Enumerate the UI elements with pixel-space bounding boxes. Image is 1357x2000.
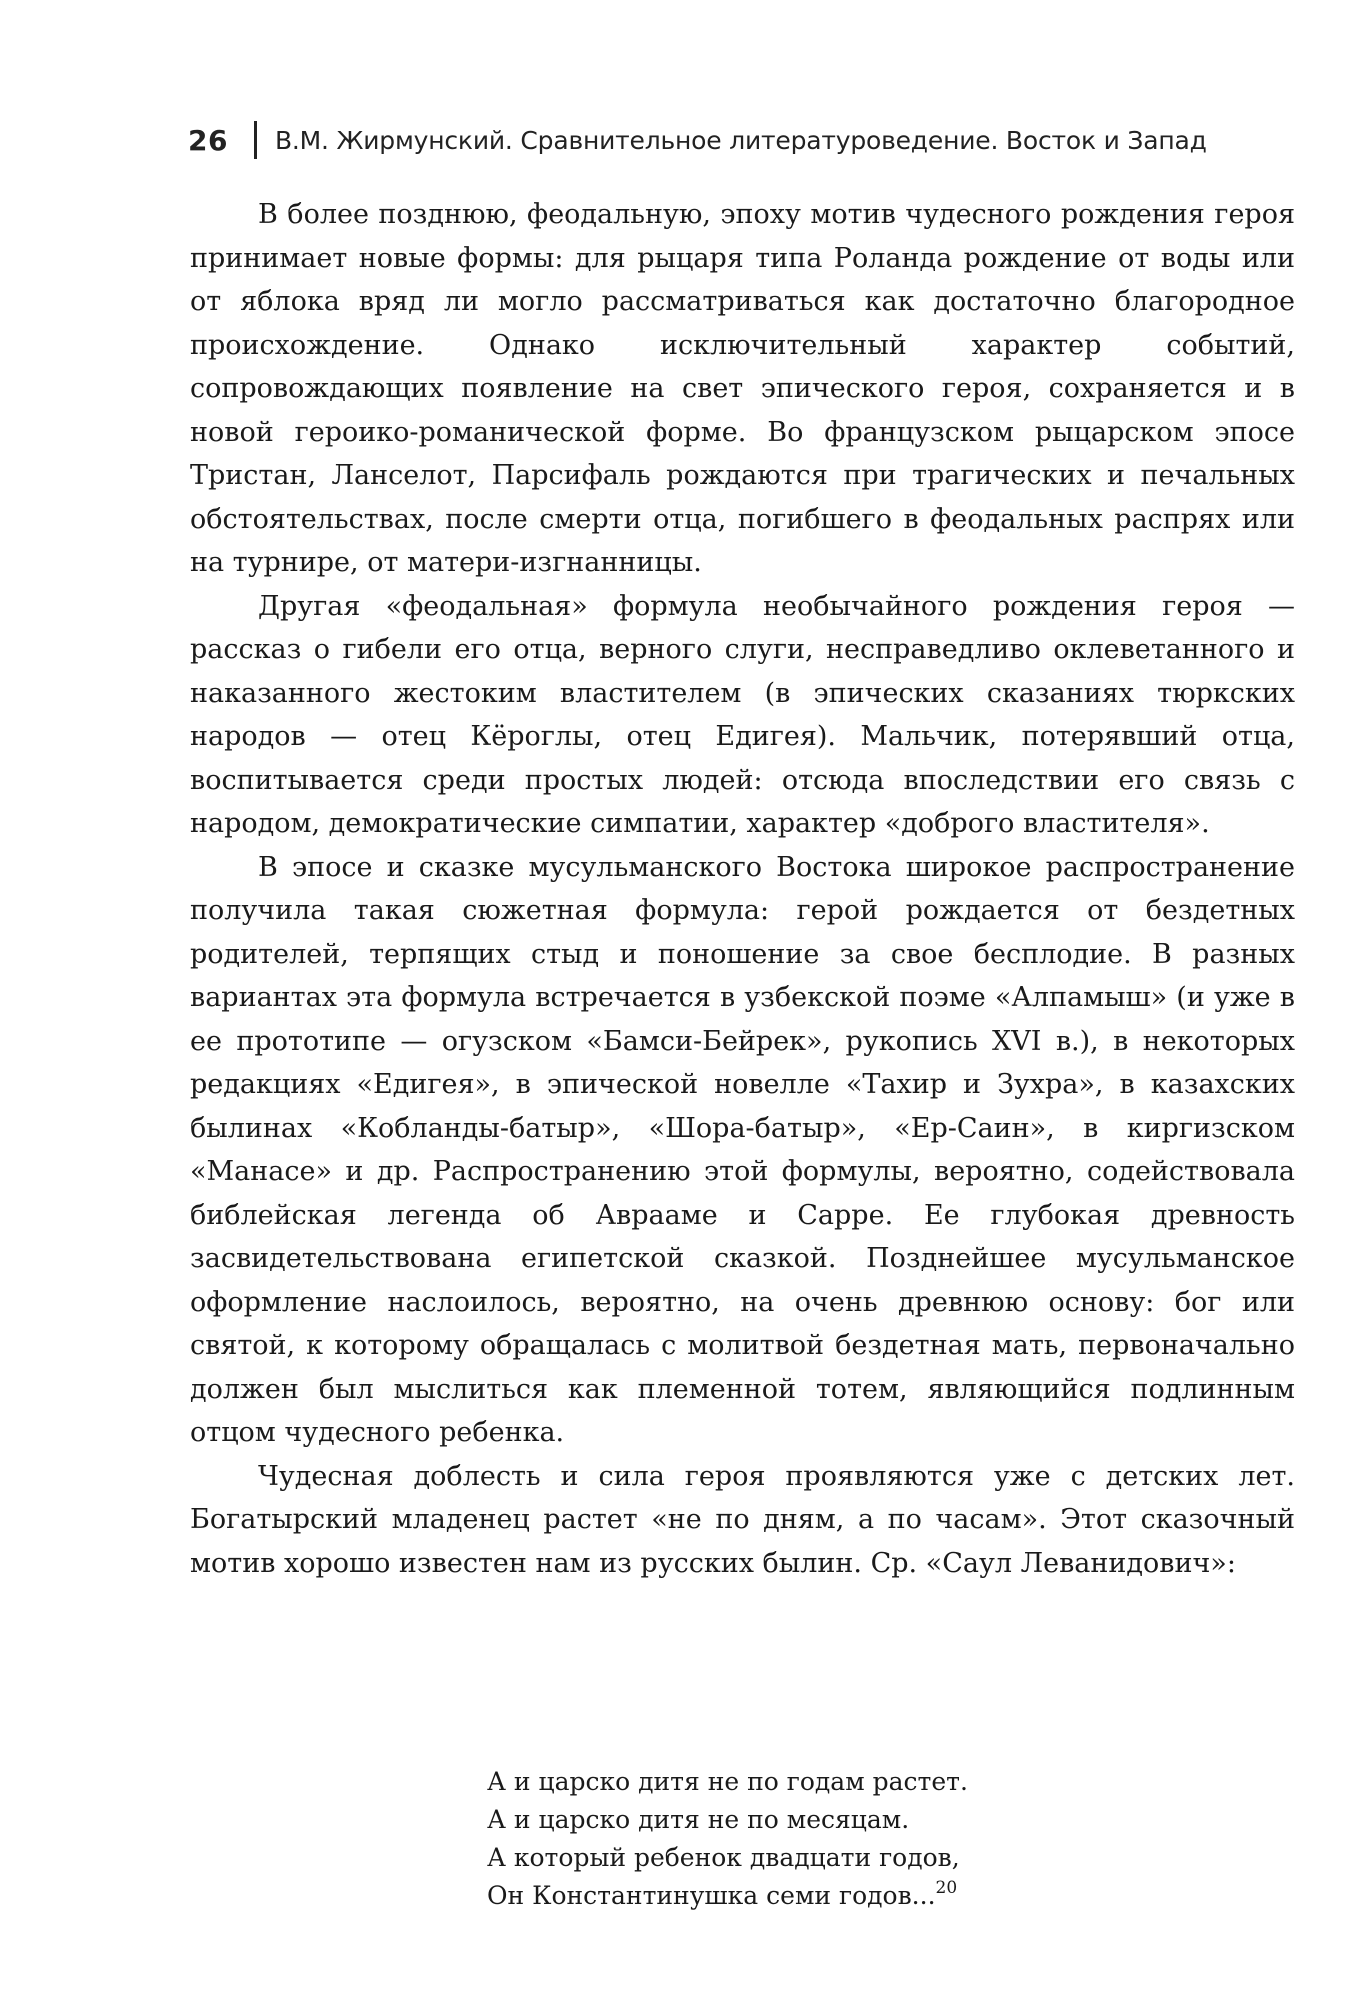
paragraph: В более позднюю, феодальную, эпоху мотив чудесного рождения героя принимает новые формы: для рыцаря типа Роланда рождение от воды или от яблока вряд ли могло рассматриваться как достаточно благородное происхождение. Однако исключительный характер событий, сопровождающих появление на свет эпического героя, сохраняется и в новой героико-романической форме. Во французском рыцарском эпосе Тристан, Ланселот, Парсифаль рождаются при трагических и печальных обстоятельствах, после смерти отца, погибшего в феодальных распрях или на турнире, от матери-изгнанницы.: [190, 199, 1295, 578]
body-text: [190, 193, 1295, 1585]
paragraph: В эпосе и сказке мусульманского Востока широкое распространение получила такая сюжетная формула: герой рождается от бездетных родителей, терпящих стыд и поношение за свое бесплодие. В разных вариантах эта формула встречается в узбекской поэме «Алпамыш» (и уже в ее прототипе — огузском «Бамси-Бейрек», рукопись XVI в.), в некоторых редакциях «Едигея», в эпической новелле «Тахир и Зухра», в казахских былинах «Кобланды-батыр», «Шора-батыр», «Ер-Саин», в киргизском «Манасе» и др. Распространению этой формулы, вероятно, содействовала библейская легенда об Аврааме и Сарре. Ее глубокая древность засвидетельствована египетской сказкой. Позднейшее мусульманское оформление наслоилось, вероятно, на очень древнюю основу: бог или святой, к которому обращалась с молитвой бездетная мать, первоначально должен был мыслиться как племенной тотем, являющийся подлинным отцом чудесного ребенка.: [190, 851, 1295, 1448]
header-divider: [254, 121, 257, 159]
poem-line-text: Он Константинушка семи годов...: [487, 1881, 936, 1910]
page-number: 26: [188, 123, 228, 157]
poem-line: А и царско дитя не по годам растет.: [487, 1767, 968, 1796]
poem-quote: [487, 1763, 968, 1915]
footnote-reference[interactable]: 20: [935, 1878, 958, 1898]
paragraph: Чудесная доблесть и сила героя проявляются уже с детских лет. Богатырский младенец растет «не по дням, а по часам». Этот сказочный мотив хорошо известен нам из русских былин. Ср. «Саул Леванидович»:: [190, 1460, 1295, 1579]
poem-line: А и царско дитя не по месяцам.: [487, 1805, 910, 1834]
poem-line: А который ребенок двадцати годов,: [487, 1843, 960, 1872]
running-title: В.М. Жирмунский. Сравнительное литературоведение. Восток и Запад: [274, 125, 1207, 155]
paragraph: Другая «феодальная» формула необычайного рождения героя — рассказ о гибели его отца, верного слуги, несправедливо оклеветанного и наказанного жестоким властителем (в эпических сказаниях тюркских народов — отец Кёроглы, отец Едигея). Мальчик, потерявший отца, воспитывается среди простых людей: отсюда впоследствии его связь с народом, демократические симпатии, характер «доброго властителя».: [190, 590, 1295, 839]
running-header: [188, 118, 1207, 162]
poem-line-last: [487, 1877, 968, 1915]
